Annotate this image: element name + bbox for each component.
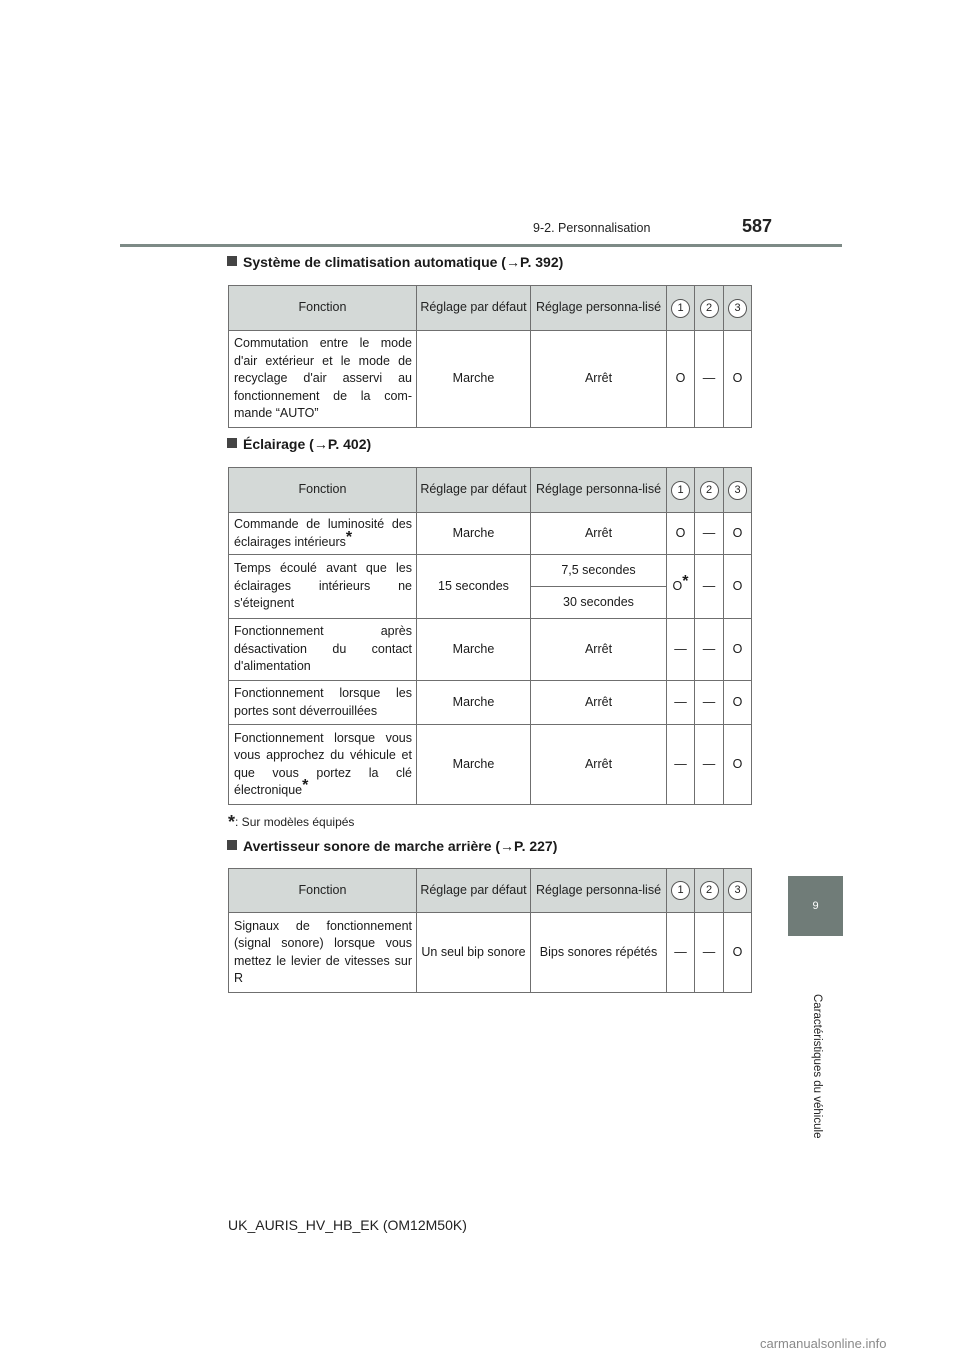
col-fonction: Fonction bbox=[229, 286, 417, 331]
table-climatisation bbox=[228, 285, 752, 428]
table-header-row: Fonction Réglage par défaut Réglage personna-lisé 1 2 3 bbox=[229, 869, 752, 913]
circled-1-icon: 1 bbox=[671, 881, 690, 900]
table-eclairage bbox=[228, 467, 752, 805]
table-row: Signaux de fonctionnement (signal sonore) lorsque vous mettez le levier de vitesses sur R Un seul bip sonore Bips sonores répétés — — O bbox=[229, 913, 752, 993]
table-row: Fonctionnement lorsque les portes sont déverrouillées Marche Arrêt — — O bbox=[229, 681, 752, 725]
model-code: UK_AURIS_HV_HB_EK (OM12M50K) bbox=[228, 1217, 467, 1233]
footnote-star: * bbox=[302, 777, 309, 794]
circled-3-icon: 3 bbox=[728, 299, 747, 318]
chapter-label: Caractéristiques du véhicule bbox=[811, 994, 823, 1139]
watermark: carmanualsonline.info bbox=[760, 1336, 887, 1351]
header-rule bbox=[120, 244, 842, 247]
circled-2-icon: 2 bbox=[700, 881, 719, 900]
table-row: Commutation entre le mode d'air extérieur et le mode de recyclage d'air asservi au fonctionnement de la com-mande “AUTO” Marche Arrêt O — O bbox=[229, 331, 752, 428]
section-title-avertisseur: Avertisseur sonore de marche arrière (→P. 227) bbox=[227, 838, 557, 854]
table-header-row bbox=[229, 286, 752, 331]
square-bullet-icon bbox=[227, 438, 237, 448]
footnote: *: Sur modèles équipés bbox=[228, 812, 355, 832]
header-section-title: 9-2. Personnalisation bbox=[533, 221, 651, 235]
table-row: Commande de luminosité des éclairages intérieurs* Marche Arrêt O — O bbox=[229, 513, 752, 555]
table-row: Temps écoulé avant que les éclairages intérieurs ne s'éteignent 15 secondes 7,5 secondes O* — O bbox=[229, 555, 752, 587]
table-row: Fonctionnement lorsque vous vous approchez du véhicule et que vous portez la clé électronique* Marche Arrêt — — O bbox=[229, 725, 752, 805]
footnote-star: * bbox=[228, 812, 236, 832]
circled-1-icon: 1 bbox=[671, 299, 690, 318]
chapter-tab[interactable] bbox=[788, 876, 843, 936]
circled-3-icon: 3 bbox=[728, 481, 747, 500]
table-row: Fonctionnement après désactivation du contact d'alimentation Marche Arrêt — — O bbox=[229, 619, 752, 681]
square-bullet-icon bbox=[227, 840, 237, 850]
circled-2-icon: 2 bbox=[700, 481, 719, 500]
col-defaut: Réglage par défaut bbox=[417, 286, 531, 331]
section-title-climatisation: Système de climatisation automatique (→P. 392) bbox=[227, 254, 563, 270]
table-header-row: Fonction Réglage par défaut Réglage personna-lisé 1 2 3 bbox=[229, 468, 752, 513]
square-bullet-icon bbox=[227, 256, 237, 266]
table-row: 30 secondes bbox=[229, 587, 752, 619]
col-perso: Réglage personna-lisé bbox=[531, 286, 667, 331]
circled-3-icon: 3 bbox=[728, 881, 747, 900]
footnote-star: * bbox=[345, 528, 353, 546]
section-title-eclairage: Éclairage (→P. 402) bbox=[227, 436, 371, 452]
circled-1-icon: 1 bbox=[671, 481, 690, 500]
page-number: 587 bbox=[742, 216, 773, 236]
table-avertisseur bbox=[228, 868, 752, 993]
footnote-star: * bbox=[682, 572, 689, 590]
circled-2-icon: 2 bbox=[700, 299, 719, 318]
chapter-number: 9 bbox=[812, 900, 819, 912]
